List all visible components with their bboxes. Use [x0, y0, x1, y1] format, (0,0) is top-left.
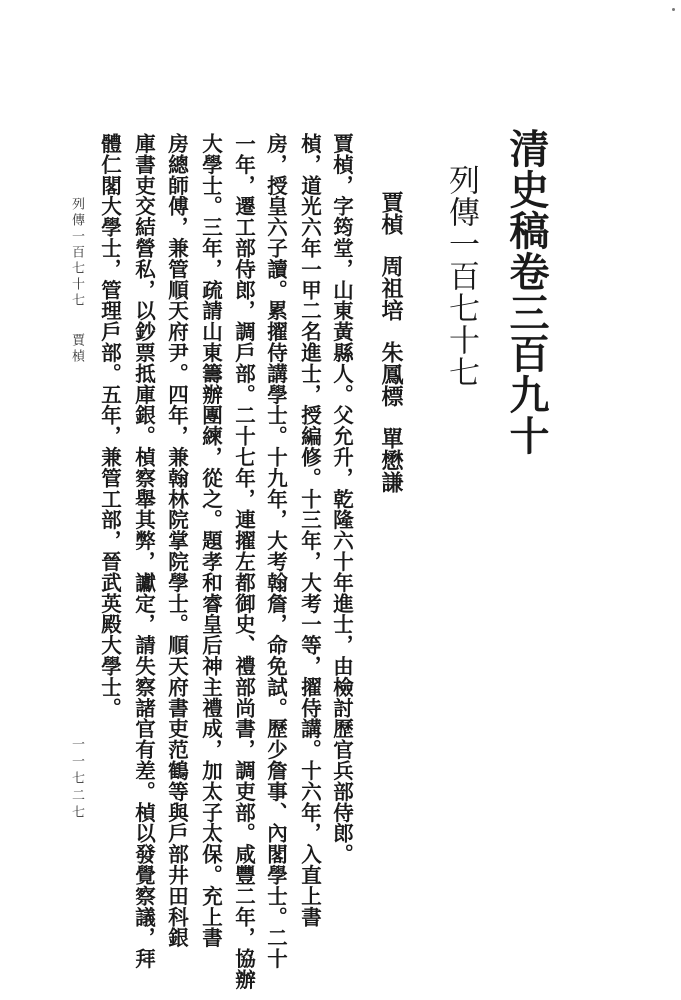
text-column: 庫書吏交結營私，以鈔票抵庫銀。楨察舉其弊，讞定，請失察諸官有差。楨以發覺察議，拜 — [131, 133, 156, 969]
page-number: 一一七二七 — [69, 737, 84, 822]
text-column: 大學士。三年，疏請山東籌辦團練，從之。題孝和睿皇后神主禮成，加太子太保。充上書 — [198, 133, 223, 949]
text-column: 房總師傅，兼管順天府尹。四年，兼翰林院掌院學士。順天府書吏范鶴等與戶部井田科銀 — [164, 133, 189, 949]
subject-name: 朱鳳標 — [378, 341, 404, 407]
page-title: 清史稿卷三百九十 — [503, 128, 550, 456]
subject-name: 周祖培 — [378, 255, 404, 321]
biography-subjects — [380, 191, 402, 493]
subject-name: 單懋謙 — [378, 427, 404, 493]
text-column: 一年，遷工部侍郎，調戶部。二十七年，連擢左都御史、禮部尚書，調吏部。咸豐二年，協辦 — [231, 133, 256, 990]
text-column: 賈楨，字筠堂，山東黃縣人。父允升，乾隆六十年進士，由檢討歷官兵部侍郎。 — [329, 133, 354, 865]
subject-name: 賈楨 — [378, 191, 404, 235]
scan-speck — [672, 8, 675, 11]
text-column: 體仁閣大學士，管理戶部。五年，兼管工部，晉武英殿大學士。 — [97, 133, 122, 719]
footer-chapter-ref: 列傳一百七十七 — [69, 197, 84, 309]
chapter-heading: 列傳一百七十七 — [443, 164, 479, 388]
footer-section-name: 賈楨 — [69, 333, 84, 365]
text-column: 楨，道光六年一甲二名進士，授編修。十三年，大考一等，擢侍講。十六年，入直上書 — [297, 133, 322, 928]
running-footer — [70, 197, 83, 365]
text-column: 房，授皇六子讀。累擢侍講學士。十九年，大考翰詹，命免試。歷少詹事、內閣學士。二十 — [263, 133, 288, 969]
